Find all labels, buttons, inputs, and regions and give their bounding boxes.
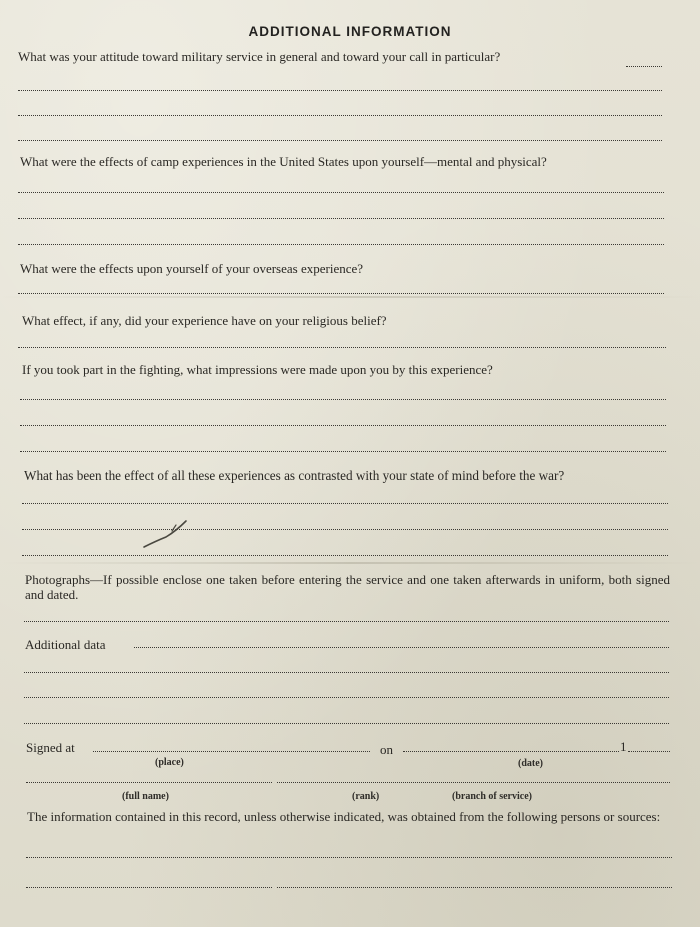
answer-line[interactable] [24, 723, 669, 724]
question-attitude: What was your attitude toward military service in general and toward your call in particular? [18, 49, 501, 64]
additional-data-label: Additional data [25, 637, 106, 652]
question-overseas: What were the effects upon yourself of your overseas experience? [20, 261, 364, 276]
additional-data-line[interactable] [134, 647, 669, 648]
year-prefix: 1 [620, 739, 627, 754]
rank-caption: (rank) [352, 791, 380, 802]
answer-line[interactable] [20, 399, 666, 400]
sources-line[interactable] [26, 887, 272, 888]
photographs-instructions [25, 572, 670, 602]
sources-statement: The information contained in this record, unless otherwise indicated, was obtained from the following persons or sources: [27, 809, 661, 824]
question-religious: What effect, if any, did your experience have on your religious belief? [22, 313, 387, 328]
answer-line[interactable] [22, 529, 668, 530]
answer-line[interactable] [18, 218, 664, 219]
answer-line[interactable] [20, 425, 666, 426]
paper-crease [0, 562, 700, 564]
answer-line[interactable] [18, 347, 666, 348]
date-line[interactable] [403, 751, 619, 752]
question-contrast: What has been the effect of all these experiences as contrasted with your state of mind before the war? [24, 468, 565, 483]
full-name-line[interactable] [26, 782, 272, 783]
branch-caption: (branch of service) [452, 791, 532, 802]
answer-line[interactable] [18, 293, 664, 294]
answer-line[interactable] [24, 621, 669, 622]
answer-line[interactable] [24, 697, 669, 698]
rank-branch-line[interactable] [277, 782, 670, 783]
paper-crease [0, 296, 700, 298]
answer-line[interactable] [18, 244, 664, 245]
answer-line[interactable] [18, 192, 664, 193]
answer-line[interactable] [18, 90, 662, 91]
answer-line[interactable] [20, 451, 666, 452]
answer-line[interactable] [18, 115, 662, 116]
full-name-caption: (full name) [122, 791, 169, 802]
place-line[interactable] [93, 751, 370, 752]
photographs-text: Photographs—If possible enclose one taken before entering the service and one taken afterwards in uniform, both signed and dated. [25, 572, 670, 602]
sources-line[interactable] [26, 857, 672, 858]
date-caption: (date) [518, 758, 543, 769]
sources-line[interactable] [277, 887, 672, 888]
form-title: ADDITIONAL INFORMATION [248, 24, 452, 39]
answer-line[interactable] [24, 672, 669, 673]
pencil-check-mark [142, 519, 190, 551]
signed-at-label: Signed at [26, 740, 75, 755]
on-label: on [380, 742, 393, 757]
question-fighting: If you took part in the fighting, what impressions were made upon you by this experience? [22, 362, 493, 377]
answer-line[interactable] [18, 140, 662, 141]
year-line[interactable] [628, 751, 670, 752]
answer-line[interactable] [22, 555, 668, 556]
place-caption: (place) [155, 757, 184, 768]
question-camp: What were the effects of camp experiences in the United States upon yourself—mental and physical? [20, 154, 547, 169]
answer-line[interactable] [626, 66, 662, 67]
answer-line[interactable] [22, 503, 668, 504]
